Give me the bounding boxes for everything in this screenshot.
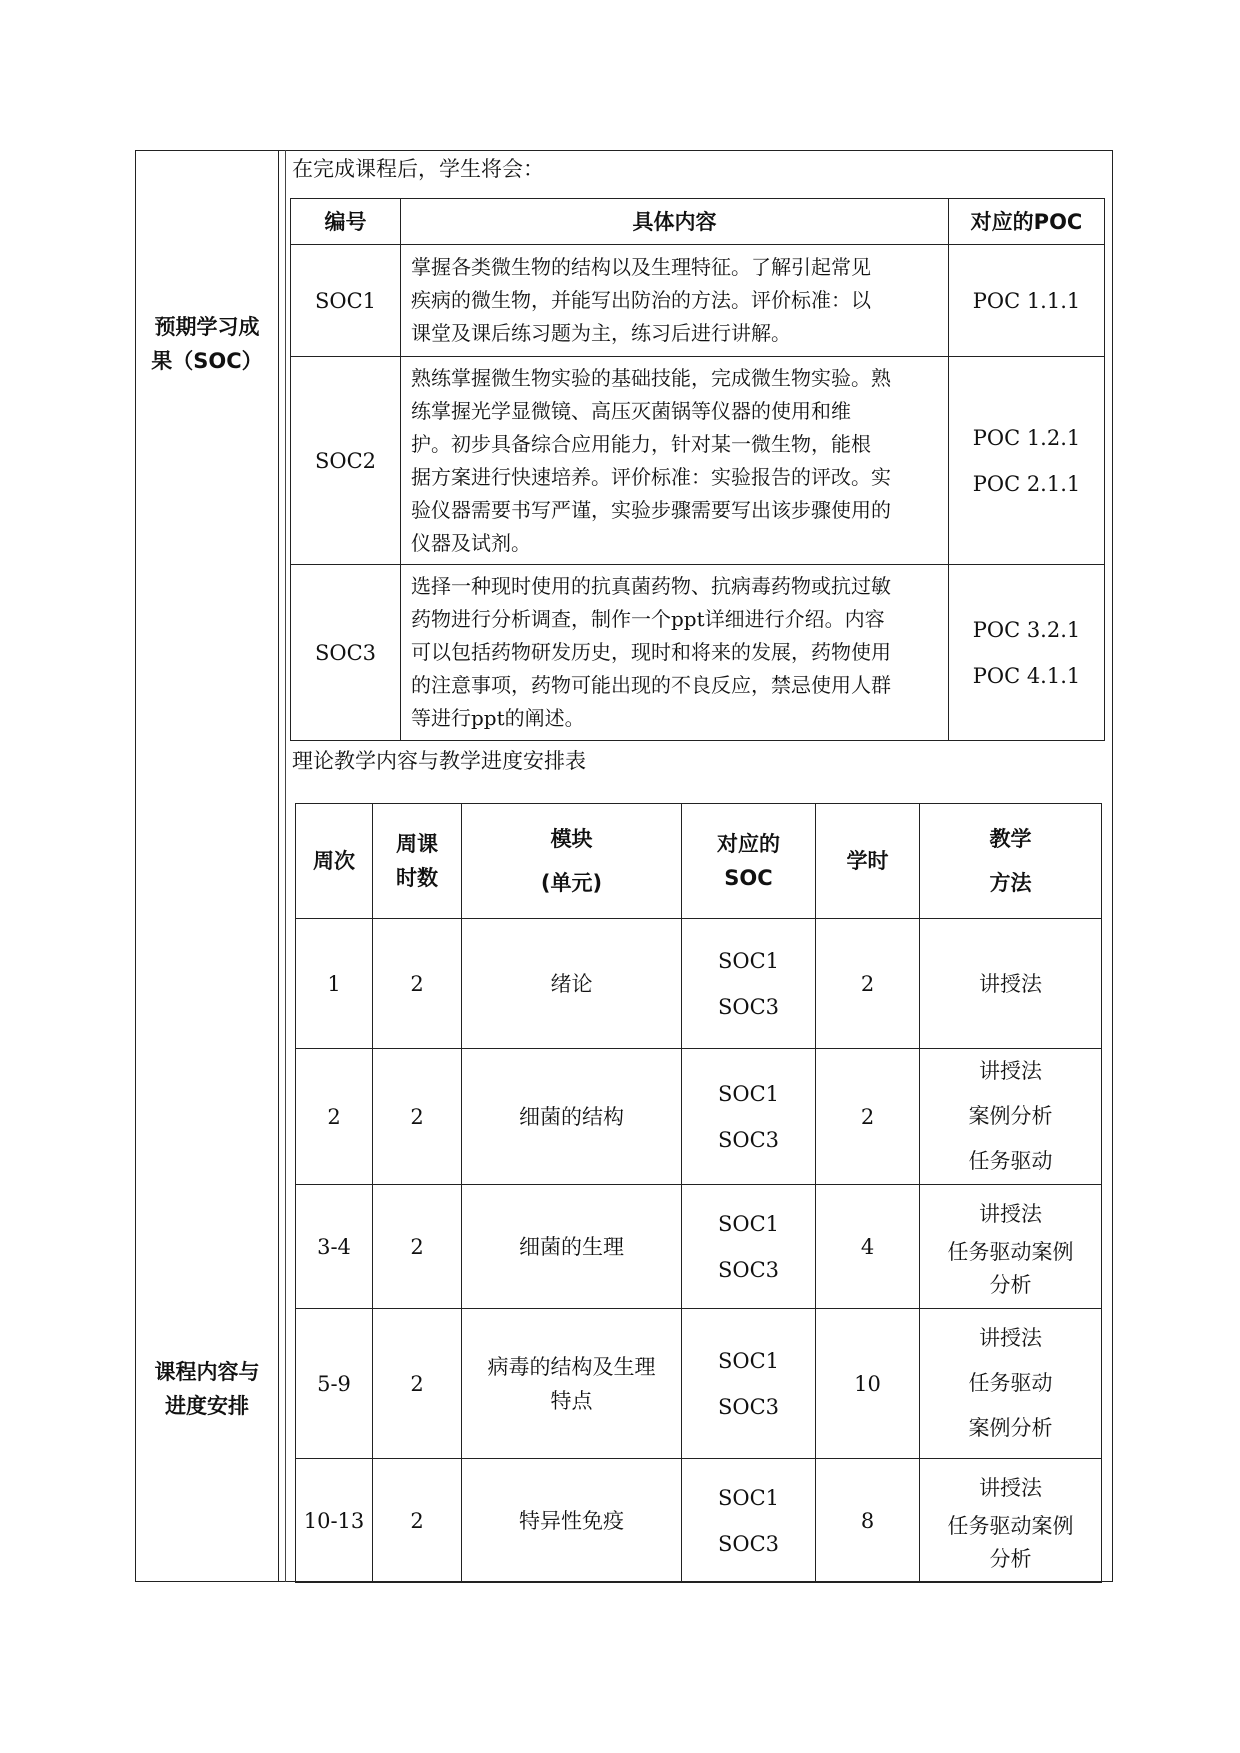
column-divider (278, 150, 279, 1582)
cell-module: 细菌的结构 (462, 1049, 682, 1185)
outcome-id: SOC3 (291, 565, 401, 741)
schedule-row (296, 919, 1102, 1049)
header-weekly-hours: 周课 时数 (373, 804, 462, 919)
schedule-subtitle: 理论教学内容与教学进度安排表 (292, 749, 586, 773)
cell-week: 3-4 (296, 1185, 373, 1309)
schedule-table (295, 803, 1102, 1583)
cell-hours: 4 (816, 1185, 920, 1309)
cell-soc: SOC1 SOC3 (682, 1309, 816, 1459)
schedule-row (296, 1049, 1102, 1185)
schedule-row (296, 1459, 1102, 1583)
cell-method: 讲授法 任务驱动案例 分析 (920, 1459, 1102, 1583)
cell-module: 绪论 (462, 919, 682, 1049)
header-module: 模块 (单元) (462, 804, 682, 919)
cell-soc: SOC1 SOC3 (682, 1185, 816, 1309)
outcome-id: SOC1 (291, 245, 401, 357)
cell-weekly-hours: 2 (373, 1185, 462, 1309)
header-method: 教学 方法 (920, 804, 1102, 919)
column-divider-inner (285, 150, 286, 1582)
cell-weekly-hours: 2 (373, 1309, 462, 1459)
outcomes-header-row (291, 199, 1105, 245)
cell-hours: 8 (816, 1459, 920, 1583)
cell-week: 5-9 (296, 1309, 373, 1459)
outcome-content: 熟练掌握微生物实验的基础技能，完成微生物实验。熟 练掌握光学显微镜、高压灭菌锅等仪器的使用和维 护。初步具备综合应用能力，针对某一微生物，能根 据方案进行快速培养。评价标准：实验报告的评改。实 验仪器需要书写严谨，实验步骤需要写出该步骤使用的 仪器及试剂。 (401, 357, 949, 565)
cell-module: 病毒的结构及生理 特点 (462, 1309, 682, 1459)
outcome-content: 选择一种现时使用的抗真菌药物、抗病毒药物或抗过敏 药物进行分析调查，制作一个ppt详细进行介绍。内容 可以包括药物研发历史，现时和将来的发展，药物使用 的注意事项，药物可能出现的不良反应，禁忌使用人群 等进行ppt的阐述。 (401, 565, 949, 741)
cell-soc: SOC1 SOC3 (682, 1049, 816, 1185)
cell-weekly-hours: 2 (373, 1459, 462, 1583)
cell-soc: SOC1 SOC3 (682, 919, 816, 1049)
outcome-row (291, 565, 1105, 741)
cell-hours: 2 (816, 919, 920, 1049)
cell-module: 特异性免疫 (462, 1459, 682, 1583)
outcomes-side-label: 预期学习成 果（SOC） (151, 315, 263, 373)
cell-week: 2 (296, 1049, 373, 1185)
header-id: 编号 (291, 199, 401, 245)
schedule-side-label: 课程内容与 进度安排 (154, 1360, 260, 1418)
outcome-poc: POC 3.2.1 POC 4.1.1 (949, 565, 1105, 741)
schedule-row (296, 1185, 1102, 1309)
outcome-id: SOC2 (291, 357, 401, 565)
cell-week: 1 (296, 919, 373, 1049)
cell-hours: 2 (816, 1049, 920, 1185)
schedule-header-row (296, 804, 1102, 919)
outcome-content: 掌握各类微生物的结构以及生理特征。了解引起常见 疾病的微生物，并能写出防治的方法。评价标准：以 课堂及课后练习题为主，练习后进行讲解。 (401, 245, 949, 357)
cell-method: 讲授法 案例分析 任务驱动 (920, 1049, 1102, 1185)
outcome-poc: POC 1.2.1 POC 2.1.1 (949, 357, 1105, 565)
cell-hours: 10 (816, 1309, 920, 1459)
cell-weekly-hours: 2 (373, 1049, 462, 1185)
outcome-poc: POC 1.1.1 (949, 245, 1105, 357)
outcome-row (291, 357, 1105, 565)
outcomes-intro: 在完成课程后，学生将会： (292, 157, 544, 181)
cell-weekly-hours: 2 (373, 919, 462, 1049)
header-hours: 学时 (816, 804, 920, 919)
header-soc: 对应的 SOC (682, 804, 816, 919)
cell-soc: SOC1 SOC3 (682, 1459, 816, 1583)
cell-method: 讲授法 任务驱动案例 分析 (920, 1185, 1102, 1309)
outcome-row (291, 245, 1105, 357)
cell-method: 讲授法 任务驱动 案例分析 (920, 1309, 1102, 1459)
cell-week: 10-13 (296, 1459, 373, 1583)
header-week: 周次 (296, 804, 373, 919)
schedule-row (296, 1309, 1102, 1459)
header-content: 具体内容 (401, 199, 949, 245)
outcomes-table (290, 198, 1105, 741)
header-poc: 对应的POC (949, 199, 1105, 245)
cell-module: 细菌的生理 (462, 1185, 682, 1309)
cell-method: 讲授法 (920, 919, 1102, 1049)
